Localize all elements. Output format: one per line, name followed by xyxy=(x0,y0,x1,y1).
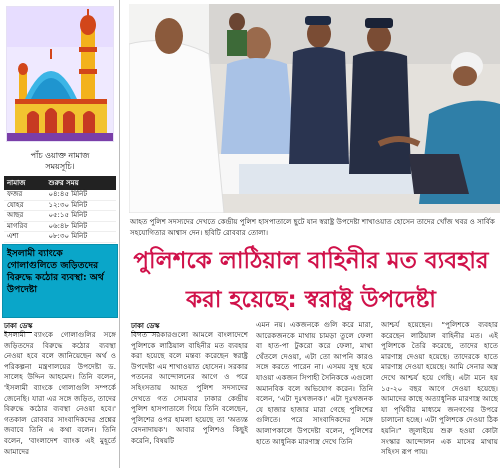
mosque-illustration xyxy=(6,6,114,142)
prayer-name: এশা xyxy=(4,232,45,243)
prayer-name: ফজর xyxy=(4,190,45,200)
main-headline xyxy=(122,242,500,320)
table-row xyxy=(4,211,116,222)
column-header: নামাজ xyxy=(4,176,45,190)
table-row xyxy=(4,221,116,232)
prayer-times-table xyxy=(4,176,116,243)
column-header: শুরুর সময় xyxy=(45,176,116,190)
mosque-icon xyxy=(7,7,114,142)
islami-bank-headline: ইসলামী ব্যাংকে গোলাগুলিতে জড়িতদের বিরুদ্ধে কঠোর ব্যবস্থা: অর্থ উপদেষ্টা xyxy=(7,248,104,295)
prayer-name: যোহর xyxy=(4,200,45,211)
prayer-time: ১২:৩০ মিনিট xyxy=(45,200,116,211)
prayer-time: ০৫:১৫ মিনিট xyxy=(45,211,116,222)
article-column-2: এমন নয়। একজনকে গুলি করে মারা, আরেকজনকে মাথায় চামড়া তুলে ফেলা বা হাত-পা টুকরো করে ফেলা, মাথা থেঁতলে দেওয়া, এটা তো আপনি কারও সঙ্গে করতে পারেন না। এসময় সুস্থ হয়ে যাওয়া একজন সিপাহী সৈনিককে এগুলো অমানবিক বলে অভিযোগ করেন। তিনি বলেন, ‘এটা দুঃখজনক।’ এটা দুঃখজনক যে হাজার হাজার মারা গেছে পুলিশের গুলিতে। পরে সাংবাদিকদের সঙ্গে আলাপকালে উপদেষ্টা বলেন, পুলিশের হাতে আধুনিক মারণাস্ত্র দেখে তিনি xyxy=(256,320,373,446)
prayer-time: ০৮:৩০ মিনিট xyxy=(45,232,116,243)
prayer-name: আছর xyxy=(4,211,45,222)
table-row xyxy=(4,200,116,211)
prayer-time: ০৪:৪৫ মিনিট xyxy=(45,190,116,200)
table-row xyxy=(4,232,116,243)
news-photo xyxy=(129,4,500,213)
headline-line-2: করা হয়েছে: স্বরাষ্ট্র উপদেষ্টা xyxy=(186,287,436,313)
prayer-schedule-title: পাঁচ ওয়াক্ত নামাজ সময়সূচি। xyxy=(30,151,90,171)
prayer-time: ০৬:৪৮ মিনিট xyxy=(45,221,116,232)
article-column-3: আশ্চর্য হয়েছেন। “পুলিশকে ব্যবহার করেছেন লাঠিয়াল বাহিনীর মত। এই পুলিশকে তৈরি করেছে, তাদের হাতে মারণাস্ত্র দেওয়া হয়েছে। তাদেরকে হাতে মারণাস্ত্র দেওয়া হয়েছে। আমি সেনার অস্ত্র দেখে আশ্চর্য হয়ে গেছি। এটা মনে হয় ১৫-২০ বছর আগে দেওয়া হয়েছে। আমাদের কাছে অত্যাধুনিক মারণাস্ত্র আছে যা পৃথিবীর মাধ্যমে জনগণের উপরে চালানো হচ্ছে। এটা পুলিশকে দেওয়া ঠিক হয়নি।” জুলাইয়ে শুরু হওয়া কোটা সংস্কার আন্দোলন এক মাসের মাথায় সহিংস রূপ পায়। xyxy=(381,320,498,457)
article-column-1: বিগত সরকারগুলো আমলে বাংলাদেশে পুলিশকে লাঠিয়াল বাহিনীর মত ব্যবহার করা হয়েছে বলে মন্তব্য করেছেন স্বরাষ্ট্র উপদেষ্টা এম শাখাওয়াত হোসেন। সরকার পতনের আন্দোলনের আগে ও পরে সহিংসতায় আহত পুলিশ সদস্যদের দেখতে গত সোমবার ঢাকার কেন্দ্রীয় পুলিশ হাসপাতালে গিয়ে তিনি বলেছেন, পুলিশের ওপর হামলা হয়েছে তা 'অত্যন্ত বেদনাদায়ক'। আবার পুলিশও কিছুই করেনি, বিষয়টি xyxy=(131,330,248,445)
islami-bank-article-body: ইসলামী ব্যাংকে গোলাগুলির সঙ্গে জড়িতদের বিরুদ্ধে কঠোর ব্যবস্থা নেওয়া হবে বলে জানিয়েছেন অর্থ ও পরিকল্পনা মন্ত্রণালয়ের উপদেষ্টা ড. সালেহ উদ্দিন আহমেদ। তিনি বলেন, 'ইসলামী ব্যাংকে গোলাগুলি সম্পর্কে জেনেছি। যারা এর সঙ্গে জড়িত, তাদের বিরুদ্ধে কঠোর ব্যবস্থা নেওয়া হবে।' গতকাল রোববার সাংবাদিকদের প্রশ্নের জবাবে তিনি এ কথা বলেন। তিনি বলেন, 'বাংলাদেশ ব্যাংক এই মুহূর্তে আমাদের xyxy=(4,330,116,456)
prayer-name: মাগরিব xyxy=(4,221,45,232)
left-sidebar xyxy=(0,0,120,468)
headline-line-1: পুলিশকে লাঠিয়াল বাহিনীর মত ব্যবহার xyxy=(133,248,489,274)
dateline-label: ঢাকা ডেস্ক xyxy=(131,320,159,333)
table-header-row xyxy=(4,176,116,190)
hospital-visit-photo xyxy=(129,4,500,213)
photo-caption: আহত পুলিশ সদস্যদের দেখতে কেন্দ্রীয় পুলিশ হাসপাতালে ছুটে যান স্বরাষ্ট্র উপদেষ্টা শাখাওয়াত হোসেন তাদের খোঁজ খবর ও সার্বিক সহযোগিতার আশ্বাস দেন। ছবিটি রোববার তোলা। xyxy=(130,217,495,237)
dateline-label: ঢাকা ডেস্ক xyxy=(4,320,32,333)
table-row xyxy=(4,190,116,200)
islami-bank-headline-box xyxy=(2,244,118,318)
